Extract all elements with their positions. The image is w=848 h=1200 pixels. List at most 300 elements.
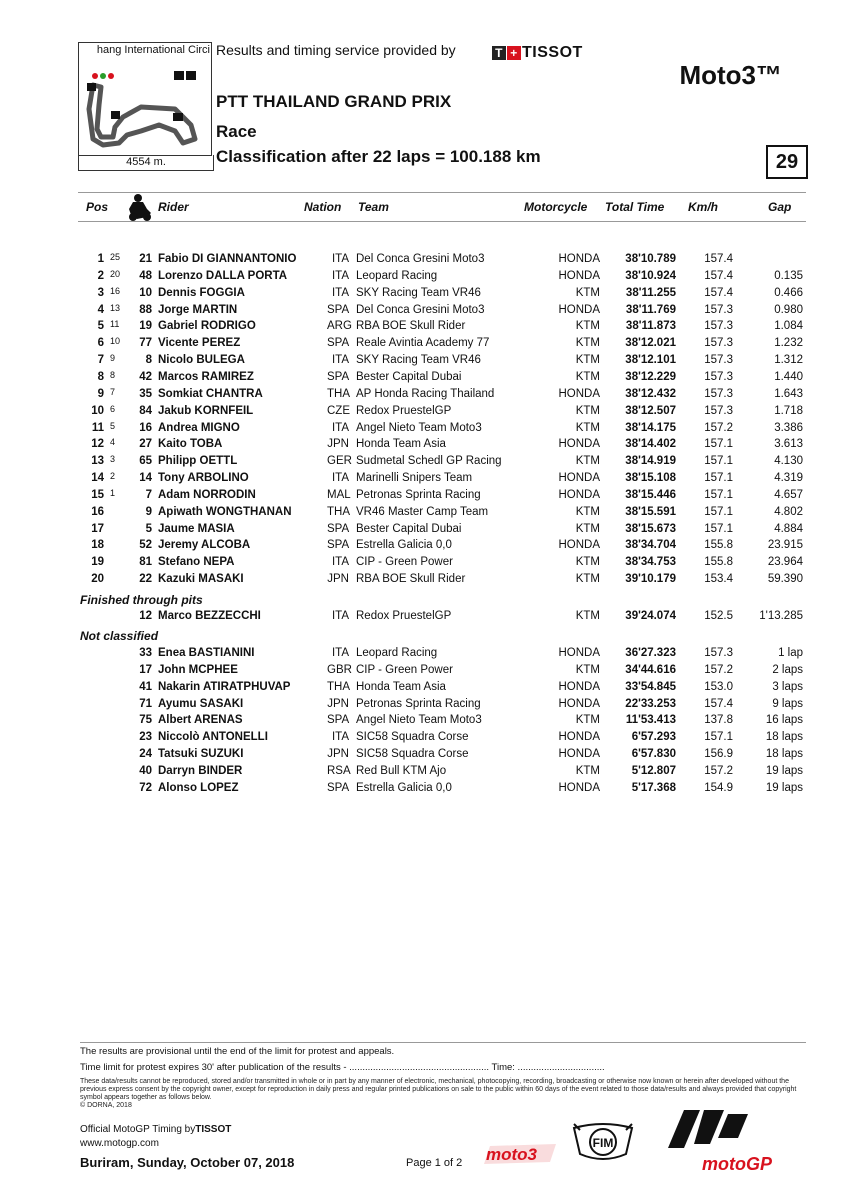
nation: SPA	[327, 539, 350, 552]
col-rider: Rider	[158, 200, 189, 214]
total-time: 38'12.101	[625, 354, 676, 367]
nation: GBR	[327, 663, 352, 676]
team-name: VR46 Master Camp Team	[356, 505, 489, 518]
rider-number: 5	[145, 522, 152, 535]
speed-kmh: 157.3	[704, 647, 733, 659]
total-time: 38'34.753	[625, 556, 676, 569]
team-name: Leopard Racing	[356, 647, 438, 659]
motorcycle: KTM	[575, 663, 600, 676]
nation: ITA	[331, 556, 349, 569]
timing-service-text: Results and timing service provided by	[216, 42, 456, 58]
table-row	[78, 504, 806, 521]
gap: 1.718	[774, 404, 803, 417]
gap: 1.312	[774, 354, 803, 367]
speed-kmh: 157.1	[704, 438, 733, 451]
grid-position: 6	[110, 403, 116, 414]
speed-kmh: 153.4	[704, 573, 733, 586]
speed-kmh: 157.3	[704, 370, 733, 383]
rider-number: 8	[145, 354, 152, 367]
rider-name: Andrea MIGNO	[158, 421, 240, 434]
col-motorcycle: Motorcycle	[524, 200, 588, 214]
rider-name: Darryn BINDER	[158, 764, 243, 777]
rider-number: 81	[139, 556, 152, 569]
team-name: Angel Nieto Team Moto3	[356, 421, 482, 434]
motorcycle: HONDA	[558, 472, 600, 485]
motorcycle: KTM	[575, 573, 600, 586]
col-pos: Pos	[86, 200, 109, 214]
team-name: Honda Team Asia	[356, 438, 446, 451]
speed-kmh: 157.1	[704, 472, 733, 485]
motorcycle: HONDA	[558, 680, 600, 693]
grid-position: 16	[110, 285, 121, 296]
gap: 16 laps	[765, 714, 803, 727]
team-name: Sudmetal Schedl GP Racing	[356, 455, 502, 468]
rider-name: Vicente PEREZ	[158, 337, 241, 350]
tissot-logo	[492, 44, 583, 62]
speed-kmh: 157.3	[704, 303, 733, 316]
nation: ITA	[331, 354, 349, 367]
rider-name: Ayumu SASAKI	[158, 697, 244, 710]
nation: ITA	[331, 269, 349, 282]
nation: SPA	[327, 714, 350, 727]
total-time: 38'15.108	[625, 472, 676, 485]
team-name: SIC58 Squadra Corse	[356, 731, 469, 744]
rider-number: 52	[139, 539, 152, 552]
rider-name: Jorge MARTIN	[158, 303, 238, 316]
class-name: Moto3™	[679, 60, 782, 90]
motorcycle: KTM	[575, 354, 600, 367]
gap: 3 laps	[772, 680, 803, 693]
table-row	[78, 470, 806, 487]
nation: ARG	[327, 320, 352, 333]
grid-position: 3	[110, 454, 116, 465]
table-row	[78, 352, 806, 369]
table-row	[78, 369, 806, 386]
rider-number: 24	[139, 748, 152, 761]
motorcycle: KTM	[575, 610, 600, 622]
motorcycle: HONDA	[558, 647, 600, 659]
position: 15	[91, 488, 104, 501]
total-time: 38'15.446	[625, 488, 676, 501]
motorcycle: KTM	[575, 404, 600, 417]
rider-name: Adam NORRODIN	[158, 488, 256, 501]
position: 8	[97, 370, 104, 383]
rider-number: 23	[139, 731, 152, 744]
rider-number: 65	[139, 455, 152, 468]
position: 2	[97, 269, 104, 282]
total-time: 6'57.830	[631, 748, 676, 761]
motorcycle: HONDA	[558, 387, 600, 400]
table-row	[78, 696, 806, 713]
table-row	[78, 335, 806, 352]
grid-position: 8	[110, 369, 116, 380]
motogp-logo	[664, 1108, 784, 1183]
total-time: 38'12.507	[625, 404, 676, 417]
rider-name: Lorenzo DALLA PORTA	[158, 269, 288, 282]
total-time: 38'10.924	[625, 269, 676, 282]
rider-name: Marco BEZZECCHI	[158, 610, 261, 622]
table-row	[78, 386, 806, 403]
motorcycle: HONDA	[558, 697, 600, 710]
speed-kmh: 153.0	[704, 680, 733, 693]
motorcycle: HONDA	[558, 781, 600, 794]
protest-note: Time limit for protest expires 30' after publication of the results - ..................................................... Time: .................................	[80, 1062, 605, 1073]
position: 13	[91, 455, 104, 468]
col-total-time: Total Time	[605, 200, 665, 214]
track-map-box	[78, 42, 212, 156]
position: 12	[91, 438, 104, 451]
total-time: 34'44.616	[625, 663, 676, 676]
nation: SPA	[327, 337, 350, 350]
rider-name: Marcos RAMIREZ	[158, 370, 254, 383]
rider-number: 48	[139, 269, 152, 282]
table-row	[78, 436, 806, 453]
rider-number: 12	[139, 610, 152, 622]
total-time: 36'27.323	[625, 647, 676, 659]
rider-number: 77	[139, 337, 152, 350]
nation: ITA	[331, 472, 349, 485]
speed-kmh: 156.9	[704, 748, 733, 761]
motorcycle: KTM	[575, 522, 600, 535]
table-row	[78, 268, 806, 285]
nation: RSA	[327, 764, 351, 777]
speed-kmh: 157.4	[704, 697, 733, 710]
speed-kmh: 157.3	[704, 337, 733, 350]
total-time: 38'12.432	[625, 387, 676, 400]
nation: JPN	[327, 697, 349, 710]
page-indicator: Page 1 of 2	[406, 1157, 463, 1169]
total-time: 38'11.873	[625, 320, 676, 333]
nation: SPA	[327, 370, 350, 383]
speed-kmh: 137.8	[704, 714, 733, 727]
position: 10	[91, 404, 104, 417]
table-row	[78, 645, 806, 662]
team-name: Marinelli Snipers Team	[356, 472, 473, 485]
fim-logo	[570, 1120, 636, 1175]
track-map-icon	[79, 43, 211, 155]
rider-name: Jeremy ALCOBA	[158, 539, 251, 552]
rider-number: 42	[139, 370, 152, 383]
speed-kmh: 154.9	[704, 781, 733, 794]
grid-position: 25	[110, 252, 121, 262]
footer-notes	[80, 1042, 806, 1110]
gap: 0.466	[774, 286, 803, 299]
team-name: Petronas Sprinta Racing	[356, 697, 481, 710]
table-row	[78, 608, 806, 625]
position: 7	[97, 354, 104, 367]
motorcycle: KTM	[575, 337, 600, 350]
gap: 4.130	[774, 455, 803, 468]
motorcycle: KTM	[575, 556, 600, 569]
section-label-pits: Finished through pits	[80, 593, 203, 607]
gap: 19 laps	[765, 764, 803, 777]
team-name: Red Bull KTM Ajo	[356, 764, 447, 777]
table-row	[78, 662, 806, 679]
rider-number: 35	[139, 387, 152, 400]
rider-number: 27	[139, 438, 152, 451]
team-name: Bester Capital Dubai	[356, 370, 462, 383]
team-name: Redox PruestelGP	[356, 404, 452, 417]
gap: 23.915	[767, 539, 803, 552]
gap: 0.135	[774, 269, 803, 282]
speed-kmh: 155.8	[704, 556, 733, 569]
grid-position: 9	[110, 353, 116, 364]
nation: JPN	[327, 438, 349, 451]
table-row	[78, 712, 806, 729]
rider-name: Enea BASTIANINI	[158, 647, 255, 659]
col-team: Team	[358, 200, 389, 214]
rider-name: Jakub KORNFEIL	[158, 404, 254, 417]
position: 17	[91, 522, 104, 535]
grid-position: 1	[110, 487, 116, 498]
nation: SPA	[327, 781, 350, 794]
motorcycle: HONDA	[558, 748, 600, 761]
position: 1	[97, 253, 104, 265]
grid-position: 2	[110, 471, 116, 482]
speed-kmh: 155.8	[704, 539, 733, 552]
total-time: 38'11.255	[625, 286, 676, 299]
position: 11	[91, 421, 104, 434]
motorcycle: HONDA	[558, 253, 600, 265]
motorcycle: KTM	[575, 505, 600, 518]
section-label-not-classified: Not classified	[80, 629, 159, 643]
table-row	[78, 679, 806, 696]
motorcycle: HONDA	[558, 438, 600, 451]
table-row	[78, 302, 806, 319]
rider-name: Tatsuki SUZUKI	[158, 748, 244, 761]
total-time: 38'15.673	[625, 522, 676, 535]
speed-kmh: 157.3	[704, 320, 733, 333]
nation: ITA	[331, 731, 349, 744]
rider-number: 9	[145, 505, 152, 518]
rider-number: 72	[139, 781, 152, 794]
motorcycle: HONDA	[558, 539, 600, 552]
rider-name: Gabriel RODRIGO	[158, 320, 256, 333]
grid-position: 11	[110, 319, 120, 330]
gap: 1.643	[774, 387, 803, 400]
gap: 23.964	[767, 556, 803, 569]
team-name: Reale Avintia Academy 77	[356, 337, 490, 350]
grid-position: 20	[110, 268, 121, 279]
speed-kmh: 152.5	[704, 610, 733, 622]
total-time: 11'53.413	[625, 714, 676, 727]
speed-kmh: 157.3	[704, 354, 733, 367]
table-row	[78, 318, 806, 335]
speed-kmh: 157.3	[704, 404, 733, 417]
motorcycle: KTM	[575, 714, 600, 727]
total-time: 38'10.789	[625, 253, 676, 265]
position: 5	[97, 320, 104, 333]
tissot-t-icon: T	[492, 46, 506, 60]
speed-kmh: 157.3	[704, 387, 733, 400]
nation: ITA	[331, 610, 349, 622]
rider-number: 22	[139, 573, 152, 586]
rider-number: 40	[139, 764, 152, 777]
col-kmh: Km/h	[688, 200, 718, 214]
team-name: Del Conca Gresini Moto3	[356, 253, 485, 265]
speed-kmh: 157.4	[704, 286, 733, 299]
table-row	[78, 537, 806, 554]
nation: ITA	[331, 253, 349, 265]
official-timing-line	[80, 1124, 231, 1135]
total-time: 22'33.253	[625, 697, 676, 710]
gap: 18 laps	[765, 731, 803, 744]
nation: SPA	[327, 522, 350, 535]
speed-kmh: 157.2	[704, 663, 733, 676]
gap: 4.319	[774, 472, 803, 485]
event-title: PTT THAILAND GRAND PRIX	[216, 92, 452, 111]
position: 6	[97, 337, 104, 350]
grid-position: 13	[110, 302, 121, 313]
gap: 4.884	[774, 522, 803, 535]
table-row	[78, 251, 806, 268]
col-nation: Nation	[304, 200, 342, 214]
team-name: SIC58 Squadra Corse	[356, 748, 469, 761]
team-name: CIP - Green Power	[356, 663, 453, 676]
table-row	[78, 571, 806, 588]
rider-name: Dennis FOGGIA	[158, 286, 245, 299]
fim-logo-text: FIM	[592, 1136, 614, 1150]
table-row	[78, 487, 806, 504]
col-gap: Gap	[768, 200, 792, 214]
track-name: hang International Circi	[96, 44, 210, 56]
team-name: Del Conca Gresini Moto3	[356, 303, 485, 316]
rider-name: Tony ARBOLINO	[158, 472, 249, 485]
rider-number: 41	[139, 680, 152, 693]
table-row	[78, 285, 806, 302]
dorna-copyright: © DORNA, 2018	[80, 1102, 132, 1109]
event-date: Buriram, Sunday, October 07, 2018	[80, 1155, 295, 1170]
gap: 19 laps	[765, 781, 803, 794]
nation: THA	[327, 680, 350, 693]
motorcycle: KTM	[575, 320, 600, 333]
gap: 4.802	[774, 505, 803, 518]
rider-number: 14	[139, 472, 152, 485]
total-time: 38'11.769	[625, 303, 676, 316]
website-link[interactable]: www.motogp.com	[80, 1138, 159, 1149]
moto3-logo-text: moto3	[486, 1145, 537, 1164]
speed-kmh: 157.1	[704, 731, 733, 744]
motorcycle: KTM	[575, 286, 600, 299]
rider-name: Niccolò ANTONELLI	[158, 731, 268, 744]
motorcycle: KTM	[575, 421, 600, 434]
total-time: 38'14.919	[625, 455, 676, 468]
grid-position: 5	[110, 420, 116, 431]
session-name: Race	[216, 122, 257, 141]
speed-kmh: 157.4	[704, 253, 733, 265]
position: 14	[91, 472, 104, 485]
gap: 3.613	[774, 438, 803, 451]
total-time: 38'34.704	[625, 539, 676, 552]
motorcycle: KTM	[575, 764, 600, 777]
rider-name: Apiwath WONGTHANAN	[158, 505, 292, 518]
nation: ITA	[331, 647, 349, 659]
position: 9	[97, 387, 104, 400]
gap: 1'13.285	[759, 610, 803, 622]
motogp-logo-text: motoGP	[702, 1154, 772, 1174]
nation: JPN	[327, 748, 349, 761]
position: 16	[91, 505, 104, 518]
rider-number: 19	[139, 320, 152, 333]
rider-name: Kazuki MASAKI	[158, 573, 244, 586]
copyright-note: These data/results cannot be reproduced, stored and/or transmitted in whole or in part by any manner of electronic, mechanical, photocopying, recording, broadcasting or otherwise now known or herein after developed without the previous express consent by the copyright owner, except for reproduction in daily press and regular printed publications on sale to the public within 60 days of the event related to those data/results and always provided that copyright symbol appears together as follows below.	[80, 1078, 797, 1101]
table-row	[78, 554, 806, 571]
rider-name: Albert ARENAS	[158, 714, 243, 727]
nation: ITA	[331, 286, 349, 299]
nation: ITA	[331, 421, 349, 434]
speed-kmh: 157.1	[704, 505, 733, 518]
team-name: Estrella Galicia 0,0	[356, 539, 452, 552]
rider-number: 88	[139, 303, 152, 316]
rider-number: 21	[139, 253, 152, 265]
team-name: Honda Team Asia	[356, 680, 446, 693]
rider-number: 84	[139, 404, 152, 417]
motorcycle: KTM	[575, 455, 600, 468]
classification-title: Classification after 22 laps = 100.188 km	[216, 147, 541, 166]
tissot-wordmark: TISSOT	[522, 44, 583, 61]
rider-number: 33	[139, 647, 152, 659]
swiss-cross-icon: +	[507, 46, 521, 60]
rider-number: 7	[145, 488, 152, 501]
total-time: 39'10.179	[625, 573, 676, 586]
total-time: 39'24.074	[625, 610, 676, 622]
speed-kmh: 157.1	[704, 522, 733, 535]
gap: 1 lap	[778, 647, 803, 659]
team-name: SKY Racing Team VR46	[356, 286, 481, 299]
team-name: Estrella Galicia 0,0	[356, 781, 452, 794]
nation: MAL	[327, 488, 351, 501]
motorcycle: HONDA	[558, 269, 600, 282]
track-length: 4554 m.	[78, 155, 214, 171]
speed-kmh: 157.2	[704, 421, 733, 434]
team-name: SKY Racing Team VR46	[356, 354, 481, 367]
rider-number: 71	[139, 697, 152, 710]
nation: CZE	[327, 404, 350, 417]
table-row	[78, 521, 806, 538]
team-name: RBA BOE Skull Rider	[356, 573, 466, 586]
speed-kmh: 157.1	[704, 488, 733, 501]
motorcycle: HONDA	[558, 488, 600, 501]
total-time: 38'15.591	[625, 505, 676, 518]
motorcycle: KTM	[575, 370, 600, 383]
gap: 1.232	[774, 337, 803, 350]
rider-name: Nicolo BULEGA	[158, 354, 245, 367]
speed-kmh: 157.2	[704, 764, 733, 777]
position: 3	[97, 286, 104, 299]
gap: 2 laps	[772, 663, 803, 676]
total-time: 38'12.229	[625, 370, 676, 383]
official-timing-text: Official MotoGP Timing by	[80, 1124, 196, 1135]
rider-silhouette-icon	[125, 193, 155, 221]
rider-number: 17	[139, 663, 152, 676]
rider-name: Philipp OETTL	[158, 455, 238, 468]
total-time: 38'14.402	[625, 438, 676, 451]
speed-kmh: 157.4	[704, 269, 733, 282]
table-row	[78, 403, 806, 420]
total-time: 6'57.293	[631, 731, 676, 744]
total-time: 33'54.845	[625, 680, 676, 693]
rider-name: Somkiat CHANTRA	[158, 387, 263, 400]
nation: THA	[327, 505, 350, 518]
rider-name: Nakarin ATIRATPHUVAP	[158, 680, 291, 693]
official-timing-brand: TISSOT	[195, 1124, 232, 1135]
grid-position: 4	[110, 437, 116, 448]
page-number-box: 29	[766, 145, 808, 179]
rider-name: Kaito TOBA	[158, 438, 223, 451]
team-name: Leopard Racing	[356, 269, 438, 282]
nation: GER	[327, 455, 352, 468]
table-row	[78, 729, 806, 746]
